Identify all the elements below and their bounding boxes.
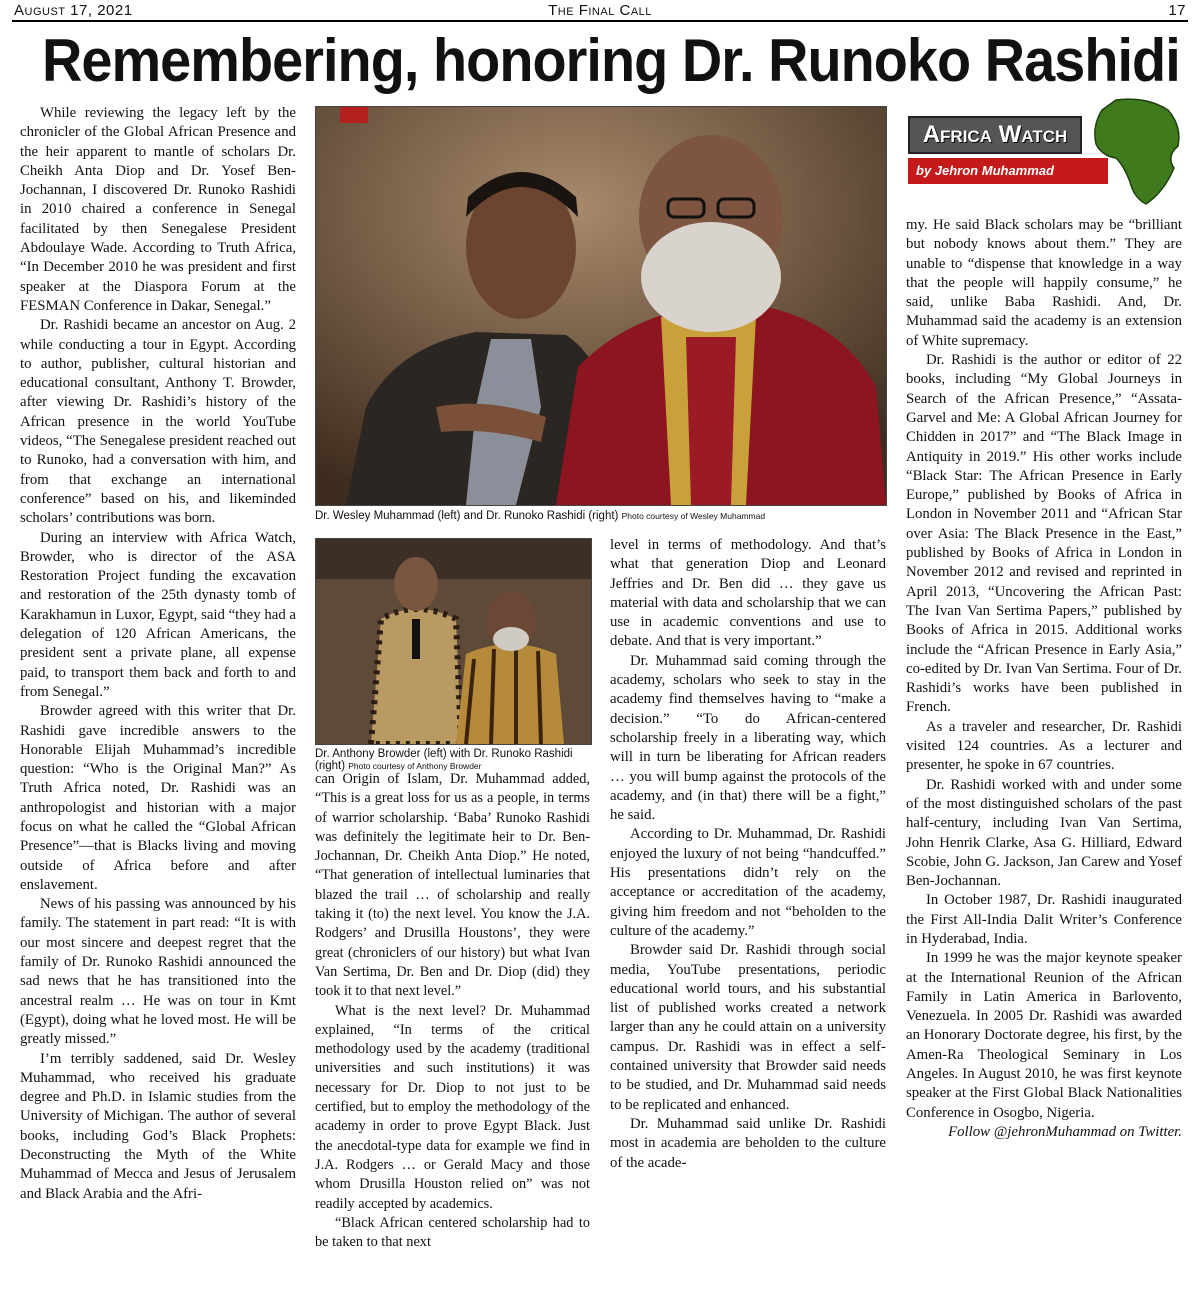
africa-watch-logo [906, 96, 1186, 208]
publication-name: The Final Call [548, 2, 652, 19]
main-photo-caption [315, 510, 895, 522]
paragraph: Dr. Muhammad said coming through the academy, scholars who seek to stay in the academy find themselves having to “make a decision.” “To do African-centered scholarship freely in a liberating way, which will in turn be liberating for African readers … you will bump against the protocols of the academy, and (in that) there will be a fight,” he said. [610, 652, 886, 824]
paragraph: my. He said Black scholars may be “brilliant but nobody knows about them.” They are unable to “dispense that knowledge in a way that the people will happily consume,” he said, unlike Baba Rashidi. And, Dr. Muhammad said the academy is an extension of White supremacy. [906, 217, 1182, 349]
small-photo-caption [315, 748, 590, 772]
page-number: 17 [1168, 2, 1186, 19]
paragraph: Browder said Dr. Rashidi through social media, YouTube presentations, periodic educational world tours, and his substantial list of published works created a network larger than any he could attain on a university campus. Dr. Rashidi was in effect a self-contained university that Browder said needs to be studied, and Dr. Muhammad said needs to be replicated and enhanced. [610, 942, 886, 1113]
paragraph: As a traveler and researcher, Dr. Rashidi visited 124 countries. As a lecturer and presenter, he spoke in 67 countries. [906, 718, 1182, 774]
byline-bar [908, 158, 1108, 184]
paragraph: In October 1987, Dr. Rashidi inaugurated the First All-India Dalit Writer’s Conference in Hyderabad, India. [906, 892, 1182, 947]
article-column-3 [610, 536, 886, 1173]
caption-text: Dr. Wesley Muhammad (left) and Dr. Runoko Rashidi (right) [315, 510, 619, 522]
paragraph: Dr. Rashidi is the author or editor of 22 books, including “My Global Journeys in Search of the African Presence,” “Assata-Garvel and Me: A Global African Journey for Chidden in 2017” and “The Black Image in Antiquity in 2019.” His other works include “Black Star: The African Presence in Early Europe,” published by Books of Africa in London in November 2011 and “African Star over Asia: The Black Presence in the East,” published by Books of Africa in London in November 2012 and revised and reprinted in April 2013, “Uncovering the African Past: The Ivan Van Sertima Papers,” published by Books of Africa in 2015. Additional works include the “African Presence in Early Asia,” co-edited by Dr. Ivan Van Sertima. Four of Dr. Rashidi’s works have been published in French. [906, 352, 1182, 716]
issue-date: August 17, 2021 [14, 2, 133, 19]
photo-credit: Photo courtesy of Wesley Muhammad [621, 511, 766, 521]
paragraph: Browder agreed with this writer that Dr. Rashidi gave incredible answers to the Honorable Elijah Muhammad’s incredible question: “Who is the Original Man?” As Truth Africa noted, Dr. Rashidi was an anthropologist and historian with a major focus on what he called the “Global African Presence”—that is Blacks living and moving outside of Africa before and after enslavement. [20, 703, 296, 893]
paragraph: In 1999 he was the major keynote speaker at the International Reunion of the African Family in Latin America in Barlovento, Venezuela. In 2005 Dr. Rashidi was awarded an Honorary Doctorate degree, his first, by the Amen-Ra Theological Seminary in Los Angeles. In August 2010, he was first keynote speaker at the First Global Black Nationalities Conference in Osogbo, Nigeria. [906, 950, 1182, 1121]
photo-wesley-muhammad-and-runoko-rashidi [315, 106, 887, 506]
paragraph: What is the next level? Dr. Muhammad explained, “In terms of the critical methodology used by the academy (traditional universities and such institutions) it was necessary for Dr. Diop to not just to be certified, but to employ the methodology of the academy in order to prove Egypt Black. Just the anecdotal-type data for example we find in J.A. Rodgers … or Gerald Macy and those whom Drusilla Houston relied on” was not readily accepted by academics. [315, 1002, 590, 1212]
twitter-follow-line: Follow @jehronMuhammad on Twitter. [948, 1123, 1182, 1140]
africa-watch-banner [908, 116, 1082, 154]
paragraph: Dr. Rashidi worked with and under some of the most distinguished scholars of the past half-century, including Ivan Van Sertima, John Henrik Clarke, Asa G. Hilliard, Edward Scobie, John G. Jackson, Jan Carew and Yosef Ben-Jochannan. [906, 776, 1182, 890]
paragraph: During an interview with Africa Watch, Browder, who is director of the ASA Restoration Project funding the excavation and restoration of the 25th dynasty tomb of Karakhamun in Luxor, Egypt, said “they had a delegation of 120 African Americans, the president sent a private plane, all expense paid, to transport them back and forth to and from Senegal.” [20, 529, 296, 700]
paragraph: level in terms of methodology. And that’s what that generation Diop and Leonard Jeffries and Dr. Ben did … they gave us material with data and scholarship that we can use in academic conventions and use to debate. And that is very important.” [610, 537, 886, 650]
paragraph: “Black African centered scholarship had to be taken to that next [315, 1214, 590, 1251]
photo-anthony-browder-and-runoko-rashidi [315, 538, 592, 745]
paragraph: can Origin of Islam, Dr. Muhammad added, “This is a great loss for us as a people, in terms of warrior scholarship. ‘Baba’ Runoko Rashidi was definitely the legitimate heir to Dr. Ben-Jochannan, Dr. Cheikh Anta Diop.” He noted, “That generation of intellectual luminaries that blazed the trail … of scholarship and really taking it (to) the next level. You know the J.A. Rodgers’ and Drusilla Houstons’, they were great (chroniclers of our history) but what Ivan Van Sertima, Dr. Ben and Dr. Diop (did) they took it to that next level.” [315, 771, 590, 1000]
column-title: Africa Watch [922, 121, 1068, 148]
paragraph: Dr. Rashidi became an ancestor on Aug. 2 while conducting a tour in Egypt. According to author, publisher, cultural historian and educational consultant, Anthony T. Browder, after viewing Dr. Rashidi’s history of the African presence in the world YouTube videos, “The Senegalese president reached out to Runoko, had a conversation with him, and from that exchange an international conference” based on his, and likeminded scholars’ contributions was born. [20, 317, 296, 527]
paragraph: I’m terribly saddened, said Dr. Wesley Muhammad, who received his graduate degree and Ph.D. in Islamic studies from the University of Michigan. The author of several books, including God’s Black Prophets: Deconstructing the Myth of the White Muhammad of Mecca and Jesus of Jerusalem and Black Arabia and the Afri- [20, 1050, 296, 1202]
article-column-4 [906, 216, 1182, 1142]
paragraph: News of his passing was announced by his family. The statement in part read: “It is with our most sincere and deepest regret that the family of Dr. Runoko Rashidi announced the sad news that he has transitioned into the ancestral realm … He was on tour in Kmt (Egypt), doing what he loved most. He will be greatly missed.” [20, 896, 296, 1048]
byline: by Jehron Muhammad [916, 163, 1054, 178]
paragraph: According to Dr. Muhammad, Dr. Rashidi enjoyed the luxury of not being “handcuffed.” His presentations didn’t rely on the acceptance or accreditation of the academy, giving him freedom and not “beholden to the culture of the academy.” [610, 826, 886, 939]
caption-text: Dr. Anthony Browder (left) with Dr. Runoko Rashidi (right) [315, 748, 573, 772]
article-column-2 [315, 770, 590, 1252]
page-folio [0, 0, 1200, 20]
headline: Remembering, honoring Dr. Runoko Rashidi [42, 27, 1180, 94]
photo-credit: Photo courtesy of Anthony Browder [348, 761, 482, 771]
article-column-1 [20, 104, 296, 1204]
paragraph: While reviewing the legacy left by the chronicler of the Global African Presence and the heir apparent to mantle of scholars Dr. Cheikh Anta Diop and Dr. Yosef Ben-Jochannan, I discovered Dr. Runoko Rashidi in 2010 chaired a conference in Senegal facilitated by then Senegalese President Abdoulaye Wade. According to Truth Africa, “In December 2010 he was president and first speaker at the Diaspora Forum at the FESMAN Conference in Dakar, Senegal.” [20, 105, 296, 314]
paragraph: Dr. Muhammad said unlike Dr. Rashidi most in academia are beholden to the culture of the acade- [610, 1115, 886, 1171]
